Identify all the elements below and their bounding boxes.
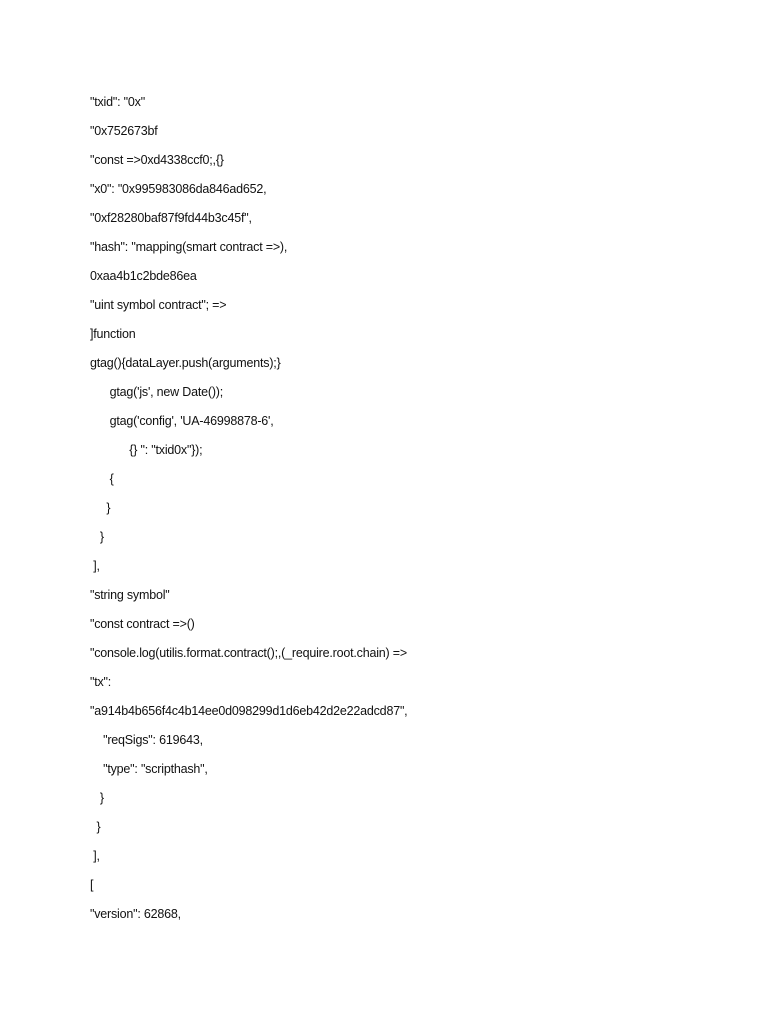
text-line: "string symbol" <box>90 588 170 602</box>
text-line: "txid": "0x" <box>90 95 145 109</box>
text-line: ]function <box>90 327 136 341</box>
text-line: 0xaa4b1c2bde86ea <box>90 269 197 283</box>
text-line: "reqSigs": 619643, <box>90 733 203 747</box>
text-line: } <box>90 820 101 834</box>
text-line: gtag(){dataLayer.push(arguments);} <box>90 356 281 370</box>
text-line: [ <box>90 878 94 892</box>
text-line: "const =>0xd4338ccf0;,{} <box>90 153 224 167</box>
text-line: "uint symbol contract"; => <box>90 298 227 312</box>
text-line: gtag('config', 'UA-46998878-6', <box>90 414 274 428</box>
text-line: } <box>90 501 111 515</box>
text-line: "console.log(utilis.format.contract();,(_require.root.chain) => <box>90 646 407 660</box>
text-line: } <box>90 791 104 805</box>
text-line: "0xf28280baf87f9fd44b3c45f", <box>90 211 252 225</box>
text-line: "hash": "mapping(smart contract =>), <box>90 240 288 254</box>
code-text-block <box>90 92 730 933</box>
text-line: "version": 62868, <box>90 907 181 921</box>
text-line: ], <box>90 849 100 863</box>
text-line: ], <box>90 559 100 573</box>
text-line: "x0": "0x995983086da846ad652, <box>90 182 267 196</box>
text-line: gtag('js', new Date()); <box>90 385 224 399</box>
text-line: "type": "scripthash", <box>90 762 208 776</box>
text-line: } <box>90 530 104 544</box>
text-line: "const contract =>() <box>90 617 195 631</box>
text-line: "0x752673bf <box>90 124 158 138</box>
text-line: "a914b4b656f4c4b14ee0d098299d1d6eb42d2e22adcd87", <box>90 704 408 718</box>
text-line: {} ": "txid0x"}); <box>90 443 203 457</box>
text-line: { <box>90 472 114 486</box>
text-line: "tx": <box>90 675 112 689</box>
